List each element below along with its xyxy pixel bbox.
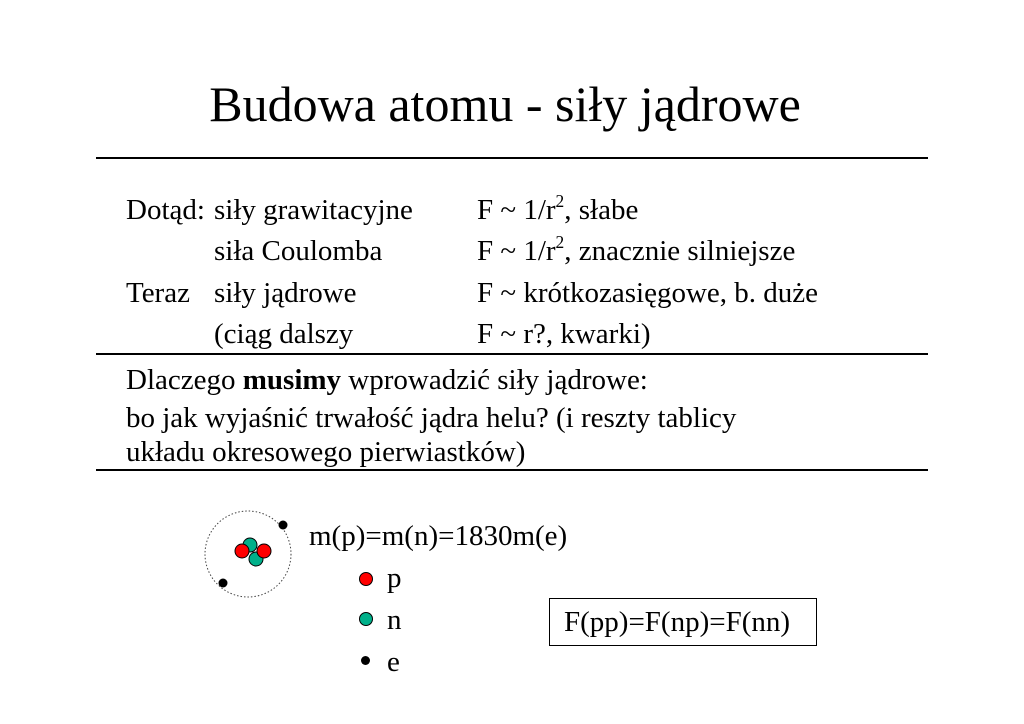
page-title: Budowa atomu - siły jądrowe <box>209 76 801 132</box>
title-divider <box>96 157 928 159</box>
helium-atom-diagram <box>200 508 300 600</box>
force-relation: F(pp)=F(np)=F(nn) <box>564 606 791 638</box>
force-name: siły jądrowe <box>214 277 357 309</box>
force-name: siła Coulomba <box>214 235 383 267</box>
electron-dot-icon <box>361 656 370 665</box>
section-divider <box>96 469 928 471</box>
force-name: siły grawitacyjne <box>214 194 413 226</box>
force-formula: F ~ krótkozasięgowe, b. duże <box>477 277 819 309</box>
force-formula: F ~ $1/r^2$, znacznie silniejsze <box>477 231 796 267</box>
question-text: Dlaczego musimy wprowadzić siły jądrowe: <box>126 364 648 396</box>
force-formula: F ~ $1/r^2$, słabe <box>477 190 639 226</box>
neutron-dot-icon <box>359 612 373 626</box>
force-relation-box <box>549 598 817 646</box>
table-divider <box>96 353 928 355</box>
answer-line-2: układu okresowego pierwiastków) <box>126 436 526 468</box>
electron <box>219 579 228 588</box>
proton <box>235 544 249 558</box>
force-formula: F ~ r?, kwarki) <box>477 318 651 350</box>
mass-relation: m(p)=m(n)=1830m(e) <box>309 520 568 552</box>
legend-label-electron: e <box>387 646 400 678</box>
proton <box>257 544 271 558</box>
emphasis: musimy <box>242 364 342 396</box>
force-name: (ciąg dalszy <box>214 318 354 350</box>
row-label: Teraz <box>126 277 190 309</box>
legend-label-proton: p <box>387 562 402 594</box>
legend-label-neutron: n <box>387 604 402 636</box>
answer-line-1: bo jak wyjaśnić trwałość jądra helu? (i reszty tablicy <box>126 402 737 434</box>
electron <box>279 521 288 530</box>
proton-dot-icon <box>359 572 373 586</box>
row-label: Dotąd: <box>126 194 205 226</box>
